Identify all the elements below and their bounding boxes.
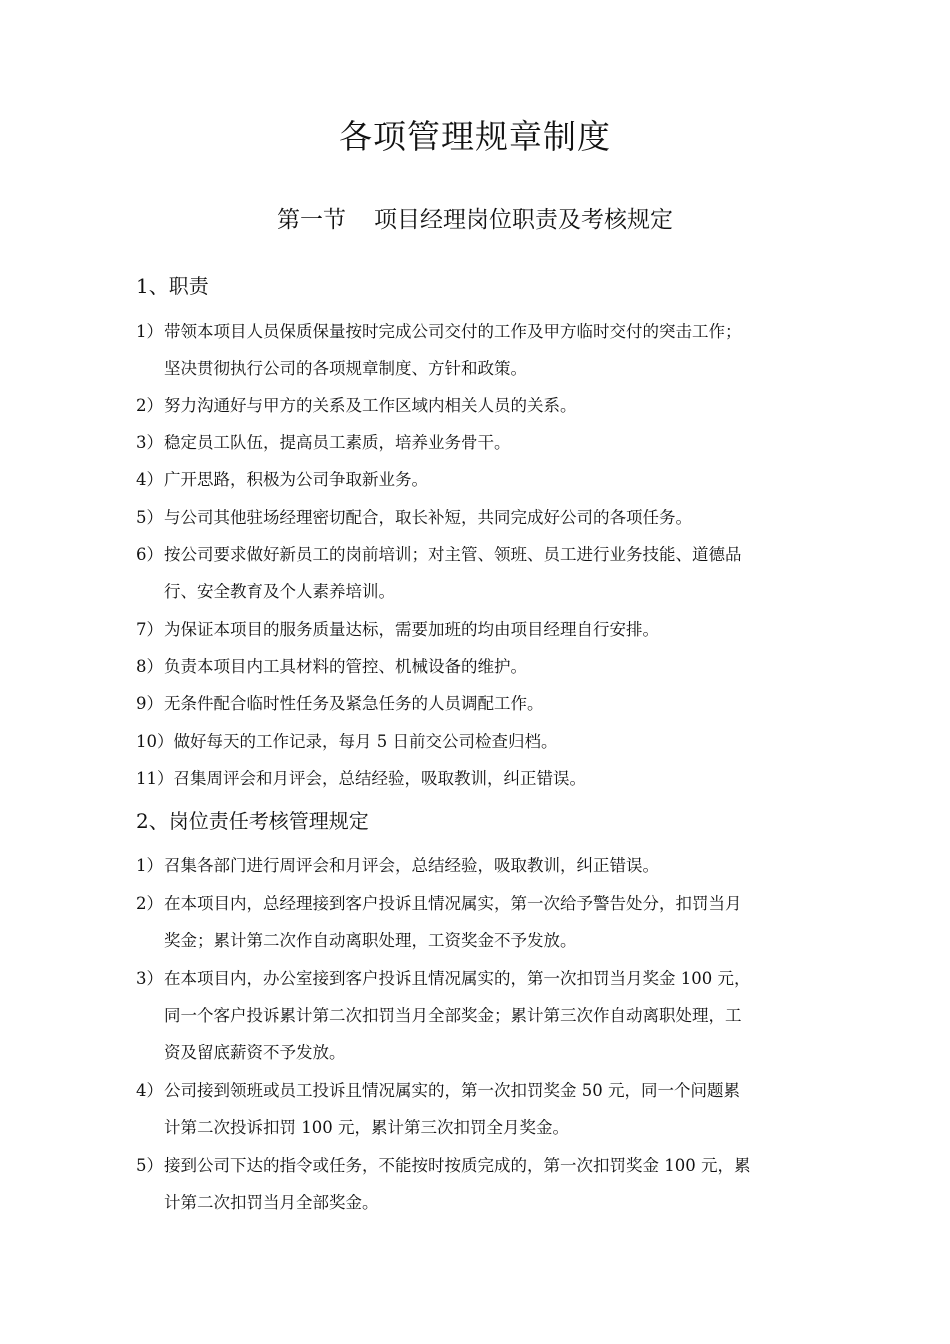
rule-item-4: [136, 1072, 836, 1146]
section-title: [0, 200, 950, 240]
item-number: 7）: [136, 620, 163, 639]
item-text-cont: 奖金；累计第二次作自动离职处理，工资奖金不予发放。: [164, 931, 577, 950]
item-text-cont: 同一个客户投诉累计第二次扣罚当月全部奖金；累计第三次作自动离职处理，工: [164, 1006, 742, 1025]
item-number: 6）: [136, 545, 163, 564]
item-text-cont: 资及留底薪资不予发放。: [164, 1043, 346, 1062]
section-name: 项目经理岗位职责及考核规定: [374, 207, 673, 233]
duty-item-10: [136, 723, 836, 760]
rule-item-2: [136, 885, 836, 959]
item-text: 按公司要求做好新员工的岗前培训；对主管、领班、员工进行业务技能、道德品: [164, 545, 742, 564]
item-text: 在本项目内，总经理接到客户投诉且情况属实，第一次给予警告处分，扣罚当月: [164, 894, 742, 913]
item-text: 稳定员工队伍，提高员工素质，培养业务骨干。: [164, 433, 511, 452]
rule-item-3: [136, 960, 836, 1071]
document-title: 各项管理规章制度: [339, 117, 611, 156]
item-text: 公司接到领班或员工投诉且情况属实的，第一次扣罚奖金 50 元，同一个问题累: [164, 1081, 740, 1100]
item-text: 负责本项目内工具材料的管控、机械设备的维护。: [164, 657, 527, 676]
duty-item-7: [136, 611, 836, 648]
duty-item-3: [136, 424, 836, 461]
duty-item-4: [136, 461, 836, 498]
item-text: 无条件配合临时性任务及紧急任务的人员调配工作。: [164, 694, 544, 713]
duty-item-9: [136, 685, 836, 722]
item-text: 与公司其他驻场经理密切配合，取长补短，共同完成好公司的各项任务。: [164, 508, 692, 527]
duty-item-11: [136, 760, 836, 797]
rule-item-5: [136, 1147, 836, 1221]
duty-item-8: [136, 648, 836, 685]
item-number: 4）: [136, 1081, 163, 1100]
item-text: 广开思路，积极为公司争取新业务。: [164, 470, 428, 489]
item-number: 8）: [136, 657, 163, 676]
item-text: 为保证本项目的服务质量达标，需要加班的均由项目经理自行安排。: [164, 620, 659, 639]
item-text: 努力沟通好与甲方的关系及工作区域内相关人员的关系。: [164, 396, 577, 415]
item-text-cont: 计第二次扣罚当月全部奖金。: [164, 1193, 379, 1212]
item-text: 召集周评会和月评会，总结经验，吸取教训，纠正错误。: [173, 769, 586, 788]
item-number: 9）: [136, 694, 163, 713]
duty-item-5: [136, 499, 836, 536]
part1-heading: 1、职责: [136, 274, 209, 298]
part2-heading: 2、岗位责任考核管理规定: [136, 809, 369, 833]
item-number: 2）: [136, 894, 163, 913]
duty-item-6: [136, 536, 836, 610]
item-number: 11）: [136, 769, 174, 788]
item-number: 4）: [136, 470, 163, 489]
item-text: 召集各部门进行周评会和月评会，总结经验，吸取教训，纠正错误。: [164, 856, 659, 875]
section-prefix: 第一节: [277, 207, 346, 233]
item-number: 3）: [136, 433, 163, 452]
rule-item-1: [136, 847, 836, 884]
item-text: 接到公司下达的指令或任务，不能按时按质完成的，第一次扣罚奖金 100 元，累: [164, 1156, 751, 1175]
item-number: 1）: [136, 856, 163, 875]
item-text-cont: 行、安全教育及个人素养培训。: [164, 582, 395, 601]
item-number: 10）: [136, 732, 174, 751]
item-text-cont: 坚决贯彻执行公司的各项规章制度、方针和政策。: [164, 359, 527, 378]
duty-item-1: [136, 313, 836, 387]
item-number: 5）: [136, 1156, 163, 1175]
duty-item-2: [136, 387, 836, 424]
item-text: 做好每天的工作记录，每月 5 日前交公司检查归档。: [173, 732, 558, 751]
item-number: 2）: [136, 396, 163, 415]
item-text-cont: 计第二次投诉扣罚 100 元，累计第三次扣罚全月奖金。: [164, 1118, 569, 1137]
item-text: 带领本项目人员保质保量按时完成公司交付的工作及甲方临时交付的突击工作；: [164, 322, 742, 341]
item-number: 3）: [136, 969, 163, 988]
item-number: 1）: [136, 322, 163, 341]
item-text: 在本项目内，办公室接到客户投诉且情况属实的，第一次扣罚当月奖金 100 元，: [164, 969, 751, 988]
item-number: 5）: [136, 508, 163, 527]
